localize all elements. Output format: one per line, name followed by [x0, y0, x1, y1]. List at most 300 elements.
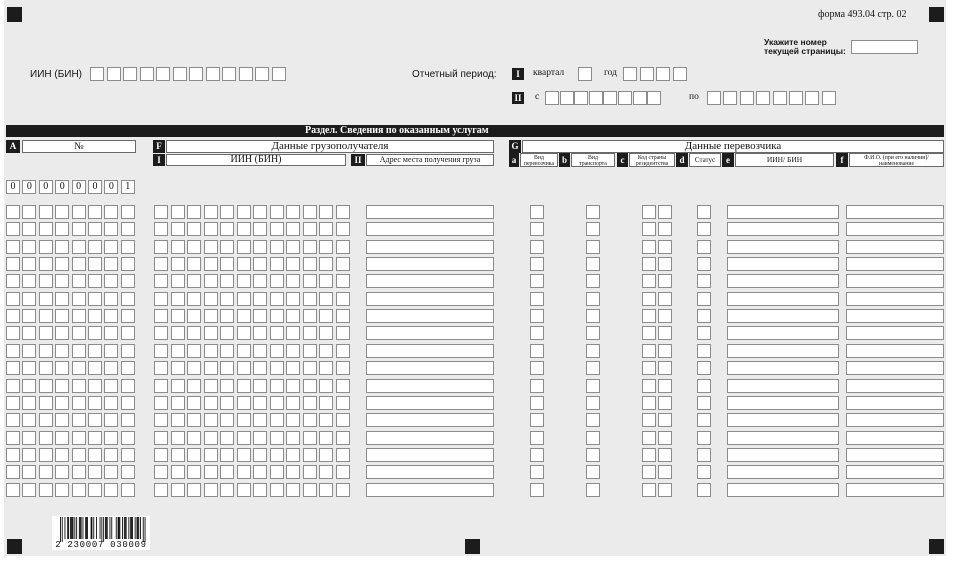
carrier-name-field[interactable]: [846, 396, 944, 410]
row-number-digit-cell[interactable]: [6, 465, 20, 479]
transport-type-cell[interactable]: [586, 257, 600, 271]
row-number-digit-cell[interactable]: [121, 309, 135, 323]
row-number-digit-cell[interactable]: [55, 274, 69, 288]
consignee-iin-digit-cell[interactable]: [171, 448, 185, 462]
consignee-iin-digit-cell[interactable]: [154, 344, 168, 358]
consignee-iin-digit-cell[interactable]: [286, 257, 300, 271]
year-digit-cell[interactable]: [673, 67, 687, 81]
row-number-digit-cell[interactable]: [55, 465, 69, 479]
row-number-digit-cell[interactable]: [72, 257, 86, 271]
consignee-iin-digit-cell[interactable]: [319, 257, 333, 271]
row-number-digit-cell[interactable]: [88, 413, 102, 427]
row-number-digit-cell[interactable]: [55, 344, 69, 358]
row-number-digit-cell[interactable]: [55, 379, 69, 393]
consignee-iin-digit-cell[interactable]: [171, 465, 185, 479]
consignee-iin-digit-cell[interactable]: [303, 379, 317, 393]
row-number-digit-cell[interactable]: [121, 413, 135, 427]
row-number-digit-cell[interactable]: [39, 326, 53, 340]
row-number-digit-cell[interactable]: [39, 448, 53, 462]
consignee-iin-digit-cell[interactable]: [319, 309, 333, 323]
consignee-iin-digit-cell[interactable]: [336, 448, 350, 462]
consignee-iin-digit-cell[interactable]: [220, 448, 234, 462]
consignee-iin-digit-cell[interactable]: [336, 379, 350, 393]
row-number-digit-cell[interactable]: [121, 465, 135, 479]
carrier-type-cell[interactable]: [530, 483, 544, 497]
consignee-iin-digit-cell[interactable]: [154, 465, 168, 479]
consignee-iin-digit-cell[interactable]: [171, 309, 185, 323]
consignee-iin-digit-cell[interactable]: [237, 205, 251, 219]
consignee-iin-digit-cell[interactable]: [303, 309, 317, 323]
row-number-digit-cell[interactable]: [55, 448, 69, 462]
residence-country-code-cell[interactable]: [642, 448, 656, 462]
consignee-iin-digit-cell[interactable]: [286, 379, 300, 393]
row-number-digit-cell[interactable]: [55, 361, 69, 375]
row-number-digit-cell[interactable]: [72, 379, 86, 393]
consignee-iin-digit-cell[interactable]: [319, 344, 333, 358]
row-number-digit-cell[interactable]: [39, 274, 53, 288]
iin-digit-cell[interactable]: [189, 67, 203, 81]
consignee-iin-digit-cell[interactable]: [303, 361, 317, 375]
iin-digit-cell[interactable]: [123, 67, 137, 81]
consignee-iin-digit-cell[interactable]: [253, 431, 267, 445]
consignee-iin-digit-cell[interactable]: [154, 326, 168, 340]
consignee-iin-digit-cell[interactable]: [253, 413, 267, 427]
carrier-type-cell[interactable]: [530, 396, 544, 410]
consignee-iin-digit-cell[interactable]: [286, 274, 300, 288]
residence-country-code-cell[interactable]: [658, 413, 672, 427]
row-number-digit-cell[interactable]: [55, 222, 69, 236]
consignee-iin-digit-cell[interactable]: [303, 326, 317, 340]
consignee-iin-digit-cell[interactable]: [336, 222, 350, 236]
carrier-name-field[interactable]: [846, 240, 944, 254]
row-number-digit-cell[interactable]: [39, 379, 53, 393]
consignee-iin-digit-cell[interactable]: [204, 257, 218, 271]
row-number-digit-cell[interactable]: [55, 326, 69, 340]
row-number-digit-cell[interactable]: [6, 379, 20, 393]
row-number-digit-cell[interactable]: [104, 344, 118, 358]
consignee-iin-digit-cell[interactable]: [270, 344, 284, 358]
consignee-iin-digit-cell[interactable]: [253, 292, 267, 306]
row-number-digit-cell[interactable]: [121, 205, 135, 219]
row-number-digit-cell[interactable]: [121, 326, 135, 340]
carrier-status-cell[interactable]: [697, 309, 711, 323]
consignee-iin-digit-cell[interactable]: [253, 257, 267, 271]
row-number-digit-cell[interactable]: [39, 222, 53, 236]
carrier-iin-field[interactable]: [727, 396, 839, 410]
row-number-digit-cell[interactable]: [6, 361, 20, 375]
transport-type-cell[interactable]: [586, 309, 600, 323]
consignee-iin-digit-cell[interactable]: [336, 413, 350, 427]
sequence-number-digit-cell[interactable]: 0: [104, 180, 118, 194]
consignee-iin-digit-cell[interactable]: [220, 465, 234, 479]
row-number-digit-cell[interactable]: [72, 344, 86, 358]
carrier-status-cell[interactable]: [697, 361, 711, 375]
period-from-digit-cell[interactable]: [574, 91, 588, 105]
consignee-iin-digit-cell[interactable]: [220, 344, 234, 358]
residence-country-code-cell[interactable]: [642, 431, 656, 445]
transport-type-cell[interactable]: [586, 326, 600, 340]
residence-country-code-cell[interactable]: [642, 240, 656, 254]
consignee-iin-digit-cell[interactable]: [154, 222, 168, 236]
consignee-iin-digit-cell[interactable]: [253, 274, 267, 288]
row-number-digit-cell[interactable]: [22, 448, 36, 462]
consignee-iin-digit-cell[interactable]: [253, 309, 267, 323]
row-number-digit-cell[interactable]: [22, 431, 36, 445]
consignee-address-field[interactable]: [366, 396, 494, 410]
consignee-iin-digit-cell[interactable]: [154, 205, 168, 219]
iin-digit-cell[interactable]: [222, 67, 236, 81]
page-number-field[interactable]: [851, 40, 918, 54]
row-number-digit-cell[interactable]: [104, 448, 118, 462]
carrier-status-cell[interactable]: [697, 344, 711, 358]
consignee-iin-digit-cell[interactable]: [220, 361, 234, 375]
carrier-name-field[interactable]: [846, 361, 944, 375]
consignee-iin-digit-cell[interactable]: [220, 274, 234, 288]
residence-country-code-cell[interactable]: [642, 361, 656, 375]
consignee-iin-digit-cell[interactable]: [187, 483, 201, 497]
transport-type-cell[interactable]: [586, 465, 600, 479]
carrier-status-cell[interactable]: [697, 431, 711, 445]
row-number-digit-cell[interactable]: [55, 257, 69, 271]
row-number-digit-cell[interactable]: [22, 379, 36, 393]
consignee-iin-digit-cell[interactable]: [154, 431, 168, 445]
consignee-iin-digit-cell[interactable]: [154, 240, 168, 254]
carrier-name-field[interactable]: [846, 483, 944, 497]
consignee-iin-digit-cell[interactable]: [171, 222, 185, 236]
row-number-digit-cell[interactable]: [88, 222, 102, 236]
row-number-digit-cell[interactable]: [104, 465, 118, 479]
carrier-type-cell[interactable]: [530, 274, 544, 288]
consignee-iin-digit-cell[interactable]: [253, 222, 267, 236]
consignee-iin-digit-cell[interactable]: [204, 448, 218, 462]
consignee-iin-digit-cell[interactable]: [154, 361, 168, 375]
consignee-iin-digit-cell[interactable]: [270, 257, 284, 271]
residence-country-code-cell[interactable]: [642, 292, 656, 306]
iin-digit-cell[interactable]: [173, 67, 187, 81]
transport-type-cell[interactable]: [586, 292, 600, 306]
consignee-address-field[interactable]: [366, 205, 494, 219]
row-number-digit-cell[interactable]: [55, 292, 69, 306]
consignee-iin-digit-cell[interactable]: [204, 361, 218, 375]
consignee-iin-digit-cell[interactable]: [154, 274, 168, 288]
consignee-iin-digit-cell[interactable]: [204, 431, 218, 445]
row-number-digit-cell[interactable]: [6, 326, 20, 340]
consignee-iin-digit-cell[interactable]: [253, 379, 267, 393]
carrier-iin-field[interactable]: [727, 465, 839, 479]
residence-country-code-cell[interactable]: [658, 309, 672, 323]
transport-type-cell[interactable]: [586, 396, 600, 410]
row-number-digit-cell[interactable]: [121, 257, 135, 271]
year-digit-cell[interactable]: [623, 67, 637, 81]
consignee-address-field[interactable]: [366, 431, 494, 445]
residence-country-code-cell[interactable]: [658, 483, 672, 497]
consignee-iin-digit-cell[interactable]: [319, 413, 333, 427]
carrier-iin-field[interactable]: [727, 413, 839, 427]
carrier-status-cell[interactable]: [697, 413, 711, 427]
carrier-iin-field[interactable]: [727, 240, 839, 254]
consignee-iin-digit-cell[interactable]: [220, 483, 234, 497]
row-number-digit-cell[interactable]: [6, 396, 20, 410]
consignee-iin-digit-cell[interactable]: [220, 431, 234, 445]
row-number-digit-cell[interactable]: [39, 465, 53, 479]
row-number-digit-cell[interactable]: [88, 361, 102, 375]
row-number-digit-cell[interactable]: [104, 257, 118, 271]
row-number-digit-cell[interactable]: [121, 483, 135, 497]
consignee-iin-digit-cell[interactable]: [253, 326, 267, 340]
row-number-digit-cell[interactable]: [72, 431, 86, 445]
consignee-iin-digit-cell[interactable]: [154, 309, 168, 323]
consignee-iin-digit-cell[interactable]: [336, 309, 350, 323]
consignee-iin-digit-cell[interactable]: [204, 292, 218, 306]
consignee-iin-digit-cell[interactable]: [303, 240, 317, 254]
period-from-digit-cell[interactable]: [647, 91, 661, 105]
consignee-iin-digit-cell[interactable]: [204, 222, 218, 236]
carrier-type-cell[interactable]: [530, 326, 544, 340]
residence-country-code-cell[interactable]: [658, 448, 672, 462]
iin-digit-cell[interactable]: [206, 67, 220, 81]
carrier-status-cell[interactable]: [697, 205, 711, 219]
carrier-iin-field[interactable]: [727, 309, 839, 323]
consignee-iin-digit-cell[interactable]: [270, 326, 284, 340]
consignee-iin-digit-cell[interactable]: [237, 396, 251, 410]
carrier-status-cell[interactable]: [697, 396, 711, 410]
row-number-digit-cell[interactable]: [22, 222, 36, 236]
consignee-iin-digit-cell[interactable]: [319, 274, 333, 288]
carrier-name-field[interactable]: [846, 274, 944, 288]
consignee-iin-digit-cell[interactable]: [270, 465, 284, 479]
consignee-iin-digit-cell[interactable]: [270, 413, 284, 427]
row-number-digit-cell[interactable]: [6, 257, 20, 271]
consignee-iin-digit-cell[interactable]: [154, 292, 168, 306]
consignee-iin-digit-cell[interactable]: [237, 448, 251, 462]
row-number-digit-cell[interactable]: [22, 413, 36, 427]
residence-country-code-cell[interactable]: [658, 396, 672, 410]
carrier-status-cell[interactable]: [697, 326, 711, 340]
carrier-name-field[interactable]: [846, 413, 944, 427]
residence-country-code-cell[interactable]: [658, 379, 672, 393]
sequence-number-digit-cell[interactable]: 0: [22, 180, 36, 194]
iin-digit-cell[interactable]: [140, 67, 154, 81]
iin-digit-cell[interactable]: [272, 67, 286, 81]
consignee-iin-digit-cell[interactable]: [220, 413, 234, 427]
period-from-digit-cell[interactable]: [589, 91, 603, 105]
consignee-iin-digit-cell[interactable]: [187, 431, 201, 445]
consignee-iin-digit-cell[interactable]: [319, 205, 333, 219]
carrier-type-cell[interactable]: [530, 309, 544, 323]
row-number-digit-cell[interactable]: [55, 413, 69, 427]
sequence-number-digit-cell[interactable]: 0: [88, 180, 102, 194]
row-number-digit-cell[interactable]: [72, 326, 86, 340]
consignee-iin-digit-cell[interactable]: [336, 240, 350, 254]
row-number-digit-cell[interactable]: [6, 292, 20, 306]
residence-country-code-cell[interactable]: [658, 361, 672, 375]
row-number-digit-cell[interactable]: [121, 222, 135, 236]
consignee-iin-digit-cell[interactable]: [319, 483, 333, 497]
consignee-iin-digit-cell[interactable]: [220, 379, 234, 393]
transport-type-cell[interactable]: [586, 431, 600, 445]
consignee-iin-digit-cell[interactable]: [336, 361, 350, 375]
consignee-iin-digit-cell[interactable]: [171, 274, 185, 288]
row-number-digit-cell[interactable]: [88, 396, 102, 410]
consignee-iin-digit-cell[interactable]: [286, 222, 300, 236]
carrier-name-field[interactable]: [846, 205, 944, 219]
row-number-digit-cell[interactable]: [22, 257, 36, 271]
row-number-digit-cell[interactable]: [22, 483, 36, 497]
consignee-iin-digit-cell[interactable]: [204, 465, 218, 479]
iin-digit-cell[interactable]: [90, 67, 104, 81]
transport-type-cell[interactable]: [586, 361, 600, 375]
row-number-digit-cell[interactable]: [39, 292, 53, 306]
period-from-digit-cell[interactable]: [603, 91, 617, 105]
sequence-number-digit-cell[interactable]: 0: [72, 180, 86, 194]
consignee-iin-digit-cell[interactable]: [204, 483, 218, 497]
row-number-digit-cell[interactable]: [88, 309, 102, 323]
row-number-digit-cell[interactable]: [39, 413, 53, 427]
row-number-digit-cell[interactable]: [72, 361, 86, 375]
carrier-type-cell[interactable]: [530, 344, 544, 358]
row-number-digit-cell[interactable]: [72, 396, 86, 410]
consignee-iin-digit-cell[interactable]: [253, 448, 267, 462]
consignee-iin-digit-cell[interactable]: [286, 205, 300, 219]
consignee-iin-digit-cell[interactable]: [237, 240, 251, 254]
consignee-iin-digit-cell[interactable]: [204, 326, 218, 340]
residence-country-code-cell[interactable]: [642, 222, 656, 236]
row-number-digit-cell[interactable]: [6, 413, 20, 427]
carrier-name-field[interactable]: [846, 465, 944, 479]
consignee-iin-digit-cell[interactable]: [286, 309, 300, 323]
consignee-iin-digit-cell[interactable]: [171, 431, 185, 445]
consignee-address-field[interactable]: [366, 448, 494, 462]
row-number-digit-cell[interactable]: [22, 465, 36, 479]
consignee-iin-digit-cell[interactable]: [303, 465, 317, 479]
consignee-iin-digit-cell[interactable]: [154, 483, 168, 497]
row-number-digit-cell[interactable]: [39, 205, 53, 219]
row-number-digit-cell[interactable]: [55, 396, 69, 410]
row-number-digit-cell[interactable]: [22, 292, 36, 306]
consignee-iin-digit-cell[interactable]: [204, 413, 218, 427]
consignee-iin-digit-cell[interactable]: [336, 465, 350, 479]
row-number-digit-cell[interactable]: [104, 240, 118, 254]
row-number-digit-cell[interactable]: [88, 205, 102, 219]
consignee-iin-digit-cell[interactable]: [187, 326, 201, 340]
carrier-type-cell[interactable]: [530, 292, 544, 306]
iin-digit-cell[interactable]: [239, 67, 253, 81]
carrier-name-field[interactable]: [846, 448, 944, 462]
row-number-digit-cell[interactable]: [22, 309, 36, 323]
carrier-name-field[interactable]: [846, 292, 944, 306]
consignee-iin-digit-cell[interactable]: [253, 240, 267, 254]
consignee-iin-digit-cell[interactable]: [237, 326, 251, 340]
consignee-address-field[interactable]: [366, 222, 494, 236]
row-number-digit-cell[interactable]: [22, 274, 36, 288]
carrier-type-cell[interactable]: [530, 361, 544, 375]
transport-type-cell[interactable]: [586, 448, 600, 462]
consignee-iin-digit-cell[interactable]: [319, 326, 333, 340]
residence-country-code-cell[interactable]: [658, 431, 672, 445]
consignee-iin-digit-cell[interactable]: [286, 326, 300, 340]
row-number-digit-cell[interactable]: [88, 465, 102, 479]
consignee-iin-digit-cell[interactable]: [303, 222, 317, 236]
consignee-address-field[interactable]: [366, 413, 494, 427]
row-number-digit-cell[interactable]: [104, 205, 118, 219]
consignee-iin-digit-cell[interactable]: [204, 205, 218, 219]
row-number-digit-cell[interactable]: [72, 309, 86, 323]
row-number-digit-cell[interactable]: [55, 483, 69, 497]
period-to-digit-cell[interactable]: [723, 91, 737, 105]
residence-country-code-cell[interactable]: [642, 379, 656, 393]
consignee-iin-digit-cell[interactable]: [220, 292, 234, 306]
consignee-iin-digit-cell[interactable]: [171, 326, 185, 340]
consignee-iin-digit-cell[interactable]: [303, 344, 317, 358]
consignee-iin-digit-cell[interactable]: [187, 292, 201, 306]
carrier-iin-field[interactable]: [727, 361, 839, 375]
row-number-digit-cell[interactable]: [104, 413, 118, 427]
row-number-digit-cell[interactable]: [6, 309, 20, 323]
carrier-status-cell[interactable]: [697, 292, 711, 306]
row-number-digit-cell[interactable]: [88, 344, 102, 358]
consignee-iin-digit-cell[interactable]: [237, 309, 251, 323]
consignee-iin-digit-cell[interactable]: [286, 483, 300, 497]
consignee-iin-digit-cell[interactable]: [220, 326, 234, 340]
residence-country-code-cell[interactable]: [658, 205, 672, 219]
consignee-iin-digit-cell[interactable]: [303, 448, 317, 462]
row-number-digit-cell[interactable]: [6, 431, 20, 445]
consignee-iin-digit-cell[interactable]: [286, 396, 300, 410]
consignee-iin-digit-cell[interactable]: [253, 344, 267, 358]
carrier-status-cell[interactable]: [697, 274, 711, 288]
consignee-iin-digit-cell[interactable]: [237, 465, 251, 479]
consignee-iin-digit-cell[interactable]: [303, 413, 317, 427]
consignee-address-field[interactable]: [366, 326, 494, 340]
residence-country-code-cell[interactable]: [658, 465, 672, 479]
year-digit-cell[interactable]: [656, 67, 670, 81]
transport-type-cell[interactable]: [586, 379, 600, 393]
consignee-iin-digit-cell[interactable]: [171, 240, 185, 254]
consignee-iin-digit-cell[interactable]: [270, 240, 284, 254]
consignee-iin-digit-cell[interactable]: [204, 344, 218, 358]
row-number-digit-cell[interactable]: [6, 448, 20, 462]
carrier-iin-field[interactable]: [727, 483, 839, 497]
transport-type-cell[interactable]: [586, 240, 600, 254]
row-number-digit-cell[interactable]: [104, 431, 118, 445]
row-number-digit-cell[interactable]: [88, 448, 102, 462]
sequence-number-digit-cell[interactable]: 0: [39, 180, 53, 194]
row-number-digit-cell[interactable]: [88, 326, 102, 340]
period-to-digit-cell[interactable]: [707, 91, 721, 105]
consignee-iin-digit-cell[interactable]: [303, 257, 317, 271]
consignee-iin-digit-cell[interactable]: [187, 413, 201, 427]
consignee-iin-digit-cell[interactable]: [270, 361, 284, 375]
carrier-type-cell[interactable]: [530, 379, 544, 393]
consignee-iin-digit-cell[interactable]: [303, 396, 317, 410]
row-number-digit-cell[interactable]: [72, 448, 86, 462]
transport-type-cell[interactable]: [586, 222, 600, 236]
residence-country-code-cell[interactable]: [642, 465, 656, 479]
consignee-iin-digit-cell[interactable]: [253, 396, 267, 410]
carrier-iin-field[interactable]: [727, 222, 839, 236]
row-number-digit-cell[interactable]: [39, 257, 53, 271]
row-number-digit-cell[interactable]: [121, 361, 135, 375]
row-number-digit-cell[interactable]: [22, 205, 36, 219]
consignee-iin-digit-cell[interactable]: [171, 483, 185, 497]
consignee-iin-digit-cell[interactable]: [154, 396, 168, 410]
carrier-type-cell[interactable]: [530, 257, 544, 271]
period-from-digit-cell[interactable]: [618, 91, 632, 105]
row-number-digit-cell[interactable]: [104, 483, 118, 497]
consignee-iin-digit-cell[interactable]: [286, 448, 300, 462]
consignee-iin-digit-cell[interactable]: [270, 431, 284, 445]
consignee-iin-digit-cell[interactable]: [220, 205, 234, 219]
